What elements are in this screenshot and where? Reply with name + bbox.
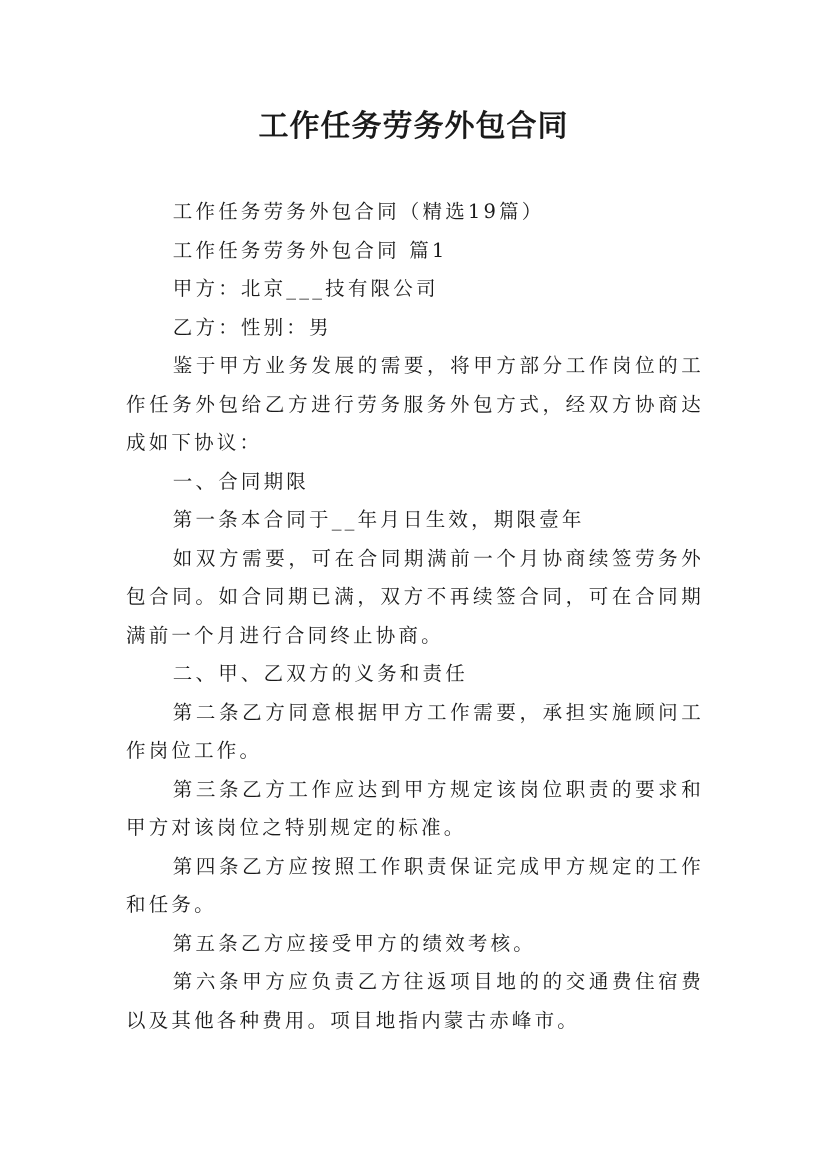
document-title: 工作任务劳务外包合同 — [258, 109, 569, 144]
paragraph: 第二条乙方同意根据甲方工作需要，承担实施顾问工作岗位工作。 — [126, 700, 704, 762]
paragraph: 第五条乙方应接受甲方的绩效考核。 — [172, 931, 536, 955]
paragraph: 第四条乙方应按照工作职责保证完成甲方规定的工作和任务。 — [126, 854, 704, 916]
section-heading: 二、甲、乙双方的义务和责任 — [172, 662, 468, 685]
paragraph: 第一条本合同于__年月日生效，期限壹年 — [172, 508, 585, 531]
paragraph: 乙方：性别：男 — [172, 315, 332, 339]
document-body — [126, 193, 704, 1040]
paragraph: 鉴于甲方业务发展的需要，将甲方部分工作岗位的工作任务外包给乙方进行劳务服务外包方式，经双方协商达成如下协议： — [126, 354, 704, 454]
paragraph: 第三条乙方工作应达到甲方规定该岗位职责的要求和甲方对该岗位之特别规定的标准。 — [126, 777, 704, 839]
paragraph: 甲方：北京___技有限公司 — [172, 277, 439, 300]
paragraph: 第六条甲方应负责乙方往返项目地的的交通费住宿费以及其他各种费用。项目地指内蒙古赤峰市。 — [126, 970, 704, 1032]
section-heading: 一、合同期限 — [172, 469, 309, 493]
paragraph: 如双方需要，可在合同期满前一个月协商续签劳务外包合同。如合同期已满，双方不再续签合同，可在合同期满前一个月进行合同终止协商。 — [126, 546, 704, 647]
paragraph: 工作任务劳务外包合同 篇1 — [172, 238, 448, 262]
paragraph: 工作任务劳务外包合同（精选19篇） — [172, 200, 545, 223]
